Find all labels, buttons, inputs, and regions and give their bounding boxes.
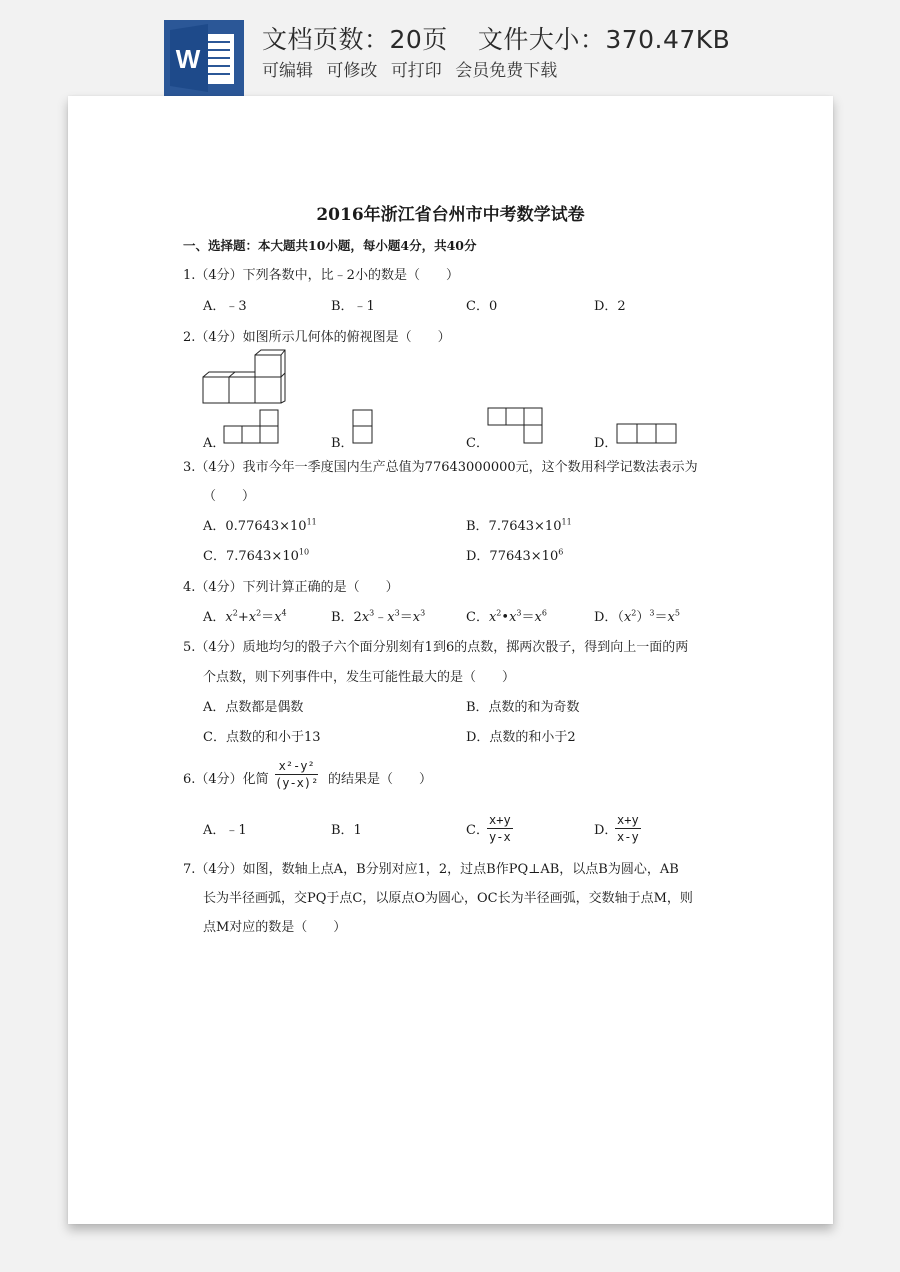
q6-option-c-label: C． [466,823,489,838]
question-5-cont: 个点数，则下列事件中，发生可能性最大的是（ ） [203,670,516,685]
q2-option-b-figure [352,409,374,445]
q1-option-a: A．﹣3 [203,299,247,314]
question-4: 4.（4分）下列计算正确的是（ ） [183,580,399,595]
q5-option-a: A．点数都是偶数 [203,700,304,715]
q6-option-d-fraction: $\frac{x+y}{x-y}$ [617,813,639,844]
exam-title: 2016年浙江省台州市中考数学试卷 [316,205,585,225]
feature-member-download: 会员免费下载 [455,61,558,81]
document-info-header [0,0,900,96]
question-7-line2: 长为半径画弧，交PQ于点C，以原点O为圆心，OC长为半径画弧，交数轴于点M，则 [203,891,693,906]
q3-option-c: C．$7.7643\times 10^{10}$ [203,547,310,564]
q4-option-b: B．$2x^3﹣x^3=x^3$ [331,608,426,625]
q4-option-d: D．$(x^2)^3=x^5$ [594,608,680,625]
q6-option-d-label: D． [594,823,618,838]
page-count: 文档页数：20页 [262,25,448,54]
q5-option-b: B．点数的和为奇数 [466,700,580,715]
q3-option-a: A．$0.77643\times 10^{11}$ [203,517,317,534]
feature-printable: 可打印 [390,61,442,81]
file-size: 文件大小：370.47KB [477,25,731,54]
q2-option-c-figure [487,407,545,445]
question-3: 3.（4分）我市今年一季度国内生产总值为77643000000元，这个数用科学记数法表示为 [183,460,698,475]
q4-option-c: C．$x^2•x^3=x^6$ [466,608,547,625]
q1-option-c: C．0 [466,299,498,314]
q5-option-c: C．点数的和小于13 [203,730,321,745]
q2-solid-figure [201,349,286,407]
q1-option-b: B．﹣1 [331,299,375,314]
question-1: 1.（4分）下列各数中，比﹣2小的数是（ ） [183,268,459,283]
question-7-line3: 点M对应的数是（ ） [203,920,347,935]
q2-option-a: A． [203,436,226,451]
q6-option-c-fraction: $\frac{x+y}{y-x}$ [489,813,511,844]
q2-option-c: C． [466,436,489,451]
q5-option-d: D．点数的和小于2 [466,730,576,745]
svg-text:W: W [175,44,201,74]
feature-editable: 可编辑 [262,61,313,81]
q4-option-a: A．$x^2+x^2=x^4$ [203,608,287,625]
q2-option-a-figure [223,409,281,445]
feature-modifiable: 可修改 [326,61,378,81]
section-heading: 一、选择题：本大题共10小题，每小题4分，共40分 [183,238,477,253]
document-page [68,96,833,1224]
q1-option-d: D．2 [594,299,626,314]
q2-option-b: B． [331,436,354,451]
q6-fraction: $\frac{\text{x²-y²}}{\text{(y-x)²}}$ [275,759,319,790]
q2-option-d: D． [594,436,618,451]
question-6-prefix: 6.（4分）化简 [183,772,269,787]
q3-option-b: B．$7.7643\times 10^{11}$ [466,517,572,534]
document-stats [262,20,730,56]
question-7: 7.（4分）如图，数轴上点A，B分别对应1，2，过点B作PQ⊥AB，以点B为圆心，AB [183,862,679,877]
question-6-suffix: 的结果是（ ） [328,772,433,787]
q6-option-a: A．﹣1 [203,823,247,838]
question-2: 2.（4分）如图所示几何体的俯视图是（ ） [183,330,451,345]
word-document-icon [164,20,244,96]
question-3-cont: （ ） [203,489,256,504]
q2-option-d-figure [616,423,678,445]
q6-option-b: B．1 [331,823,362,838]
q3-option-d: D．$77643\times 10^6$ [466,547,564,564]
question-5: 5.（4分）质地均匀的骰子六个面分别刻有1到6的点数，掷两次骰子，得到向上一面的两 [183,640,689,655]
feature-list [262,56,565,81]
